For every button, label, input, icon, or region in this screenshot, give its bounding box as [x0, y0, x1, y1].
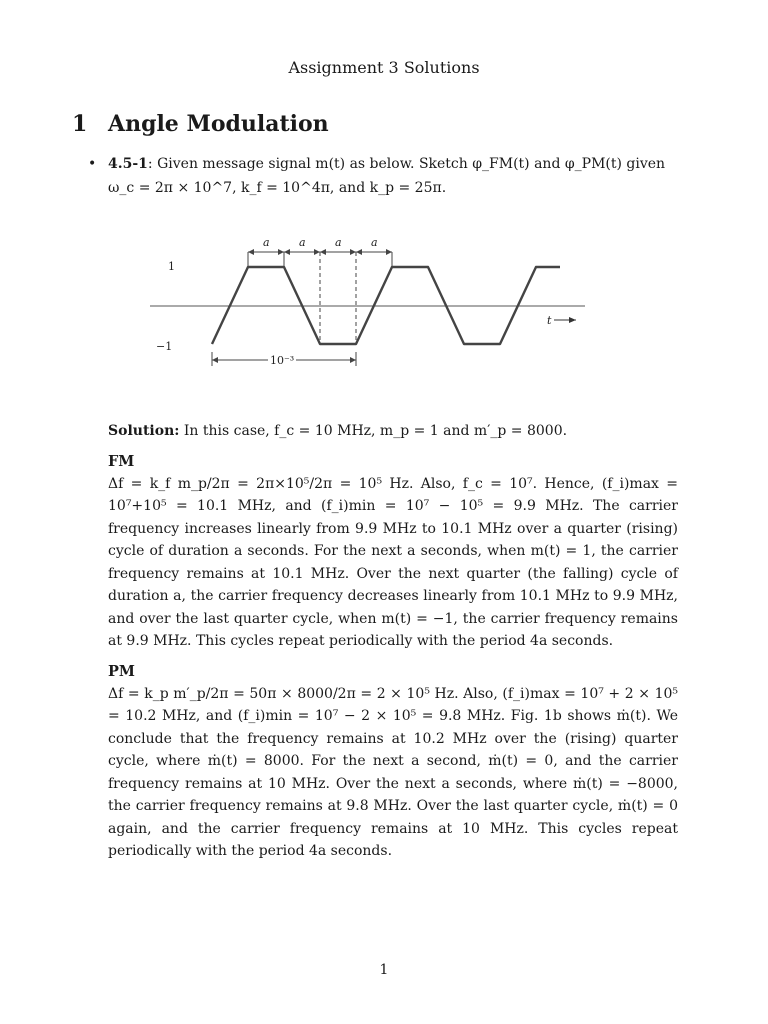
- section-number: 1: [72, 111, 88, 137]
- message-signal-plot: [150, 232, 590, 382]
- problem-label: 4.5-1: [108, 156, 148, 172]
- problem-intro: Given message signal m(t) as below. Sketch φ_FM(t) and φ_PM(t) given ω_c = 2π × 10^7, k_f = 10^4π, and k_p = 25π.: [108, 156, 666, 196]
- pm-heading: PM: [108, 662, 135, 680]
- interval-label: a: [335, 236, 342, 249]
- period-arrow-icon: [350, 357, 356, 363]
- problem-bullet: • 4.5-1: Given message signal m(t) as below. Sketch φ_FM(t) and φ_PM(t) given ω_c = 2π × 10^7, k_f = 10^4π, and k_p = 25π.: [88, 152, 688, 200]
- fm-paragraph: Δf = k_f m_p/2π = 2π×10⁵/2π = 10⁵ Hz. Also, f_c = 10⁷. Hence, (f_i)max = 10⁷+10⁵ = 10.1 MHz, and (f_i)min = 10⁷ − 10⁵ = 9.9 MHz. The carrier frequency increases linearly from 9.9 MHz to 10.1 MHz over a quarter (rising) cycle of duration a seconds. For the next a seconds, when m(t) = 1, the carrier frequency remains at 10.1 MHz. Over the next quarter (the falling) cycle of duration a, the carrier frequency decreases linearly from 10.1 MHz to 9.9 MHz, and over the last quarter cycle, when m(t) = −1, the carrier frequency remains at 9.9 MHz. This cycles repeat periodically with the period 4a seconds.: [108, 475, 678, 649]
- time-axis-arrow-icon: [569, 317, 576, 323]
- y-high-label: 1: [168, 260, 175, 273]
- pm-paragraph: Δf = k_p m′_p/2π = 50π × 8000/2π = 2 × 10⁵ Hz. Also, (f_i)max = 10⁷ + 2 × 10⁵ = 10.2 MHz, and (f_i)min = 10⁷ − 2 × 10⁵ = 9.8 MHz. Fig. 1b shows ṁ(t). We conclude that the frequency remains at 10.2 MHz over the (rising) quarter cycle, where ṁ(t) = 8000. For the next a second, ṁ(t) = 0, and the carrier frequency remains at 10 MHz. Over the next a seconds, where ṁ(t) = −8000, the carrier frequency remains at 9.8 MHz. Over the last quarter cycle, ṁ(t) = 0 again, and the carrier frequency remains at 10 MHz. This cycles repeat periodically with the period 4a seconds.: [108, 685, 678, 859]
- solution-block: [108, 420, 678, 863]
- solution-text: In this case, f_c = 10 MHz, m_p = 1 and m′_p = 8000.: [183, 423, 568, 439]
- message-signal-figure: [150, 232, 590, 382]
- section-heading: [72, 111, 329, 137]
- time-axis-label: t: [547, 314, 552, 327]
- fm-heading: FM: [108, 452, 135, 470]
- page-number: 1: [379, 962, 389, 978]
- solution-intro: [108, 420, 678, 443]
- y-low-label: −1: [156, 340, 173, 353]
- interval-label: a: [371, 236, 378, 249]
- bullet-dot-icon: •: [88, 156, 97, 172]
- interval-label: a: [263, 236, 270, 249]
- interval-label: a: [299, 236, 306, 249]
- period-label: 10⁻³: [270, 354, 295, 367]
- period-arrow-icon: [212, 357, 218, 363]
- solution-label: Solution:: [108, 423, 180, 439]
- section-title: Angle Modulation: [108, 111, 329, 137]
- document-title: Assignment 3 Solutions: [288, 58, 480, 77]
